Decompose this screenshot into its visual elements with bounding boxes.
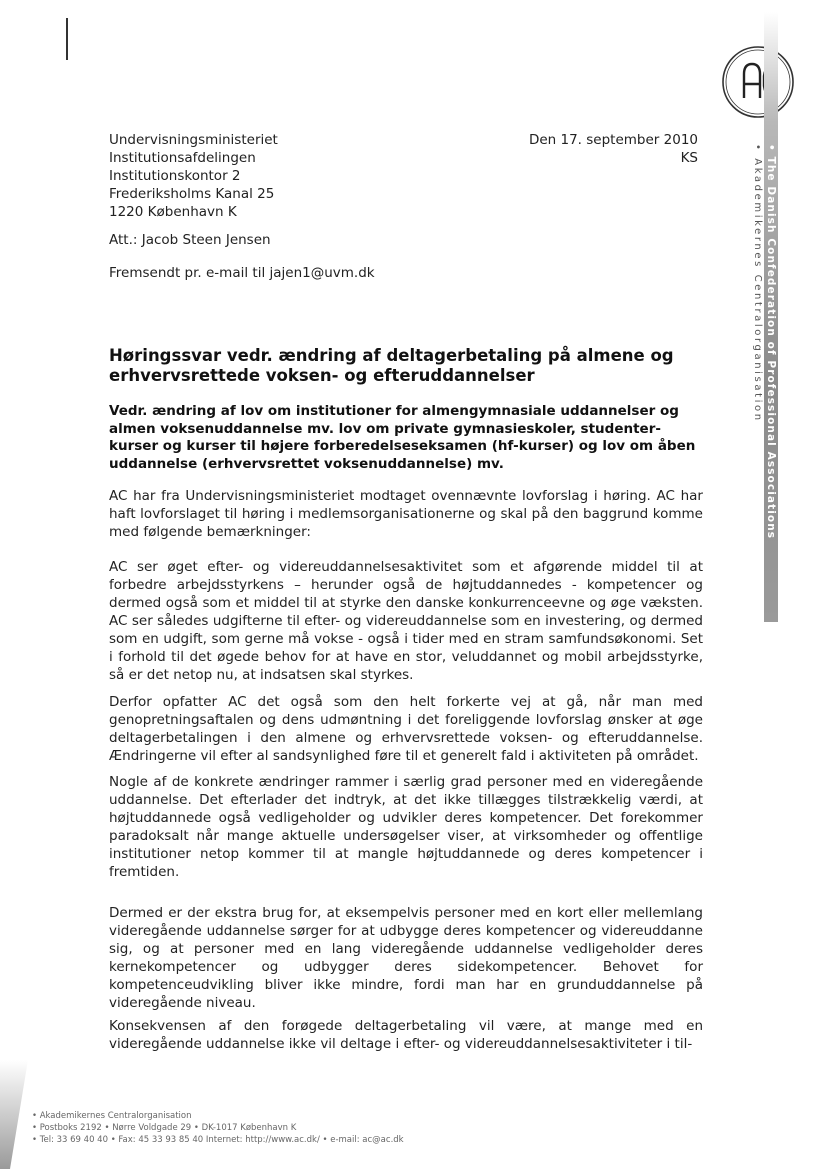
body-paragraph: Nogle af de konkrete ændringer rammer i særlig grad personer med en videregående uddannelse. Det efterlader det indtryk, at det ikke tillægges tilstrækkelig værdi, at højtuddannede også vedligeholder og udvikler deres kompetencer. Det forekommer paradoksalt når mange aktuelle undersøgelser viser, at virksomheder og offentlige institutioner netop kommer til at mangle højtuddannede og deres kompetencer i fremtiden.	[109, 774, 703, 880]
side-band	[752, 12, 826, 622]
letter-subheading: Vedr. ændring af lov om institutioner for almengymnasiale uddannelser og almen voksenuddannelse mv. lov om private gymnasieskoler, studenter-kurser og kurser til højere forberedelseseksamen (hf-kurser) og lov om åben uddannelse (erhvervsrettet voksenuddannelse) mv.	[109, 403, 696, 472]
sender-initials: KS	[680, 150, 698, 166]
date-block	[480, 131, 698, 167]
footer-line: • Tel: 33 69 40 40 • Fax: 45 33 93 85 40 Internet: http://www.ac.dk/ • e-mail: ac@ac.dk	[32, 1135, 404, 1145]
address-line: Institutionsafdelingen	[109, 150, 256, 166]
side-band-danish: • Akademikernes Centralorganisation	[752, 144, 763, 423]
body-paragraph: Konsekvensen af den forøgede deltagerbetaling vil være, at mange med en videregående uddannelse ikke vil deltage i efter- og videreuddannelsesaktiviteter i til-	[109, 1018, 703, 1052]
footer-line: • Postboks 2192 • Nørre Voldgade 29 • DK-1017 København K	[32, 1123, 297, 1133]
body-paragraph: Derfor opfatter AC det også som den helt forkerte vej at gå, når man med genopretningsaftalen og dens udmøntning i det foreliggende lovforslag ønsker at øge deltagerbetalingen i den almene og erhvervsrettede voksen- og efteruddannelse. Ændringerne vil efter al sandsynlighed føre til et generelt fald i aktiviteten på området.	[109, 694, 703, 764]
address-line: 1220 København K	[109, 204, 237, 220]
address-line: Frederiksholms Kanal 25	[109, 186, 275, 202]
side-band-english: • The Danish Confederation of Professional Associations	[765, 144, 777, 540]
attention-line: Att.: Jacob Steen Jensen	[109, 232, 271, 248]
recipient-address	[109, 131, 278, 221]
body-paragraph: Dermed er der ekstra brug for, at eksempelvis personer med en kort eller mellemlang videregående uddannelse sørger for at udbygge deres kompetencer og videreuddanne sig, og at personer med en lang videregående uddannelse vedligeholder deres kernekompetencer og udbygger deres sidekompetencer. Behovet for kompetenceudvikling bliver ikke mindre, fordi man har en grunduddannelse på videregående niveau.	[109, 905, 703, 1011]
scan-mark	[66, 18, 68, 60]
letter-date: Den 17. september 2010	[528, 132, 698, 148]
footer-line: • Akademikernes Centralorganisation	[32, 1111, 192, 1121]
body-paragraph: AC har fra Undervisningsministeriet modtaget ovennævnte lovforslag i høring. AC har haft lovforslaget til høring i medlemsorganisationerne og skal på den baggrund komme med følgende bemærkninger:	[109, 488, 703, 540]
letter-footer	[32, 1110, 404, 1146]
body-paragraph: AC ser øget efter- og videreuddannelsesaktivitet som et afgørende middel til at forbedre arbejdsstyrkens – herunder også de højtuddannedes - kompetencer og dermed også som et middel til at styrke den danske konkurrenceevne og øge væksten. AC ser således udgifterne til efter- og videreuddannelse som en investering, og dermed som en udgift, som gerne må vokse - også i tider med en stram samfundsøkonomi. Set i forhold til det øgede behov for at have en stor, veluddannet og mobil arbejdsstyrke, så er det netop nu, at indsatsen skal styrkes.	[109, 559, 703, 683]
address-line: Institutionskontor 2	[109, 168, 241, 184]
address-line: Undervisningsministeriet	[109, 132, 278, 148]
sent-note: Fremsendt pr. e-mail til jajen1@uvm.dk	[109, 265, 375, 281]
letter-heading: Høringssvar vedr. ændring af deltagerbetaling på almene og erhvervsrettede voksen- og efteruddannelser	[109, 346, 674, 385]
